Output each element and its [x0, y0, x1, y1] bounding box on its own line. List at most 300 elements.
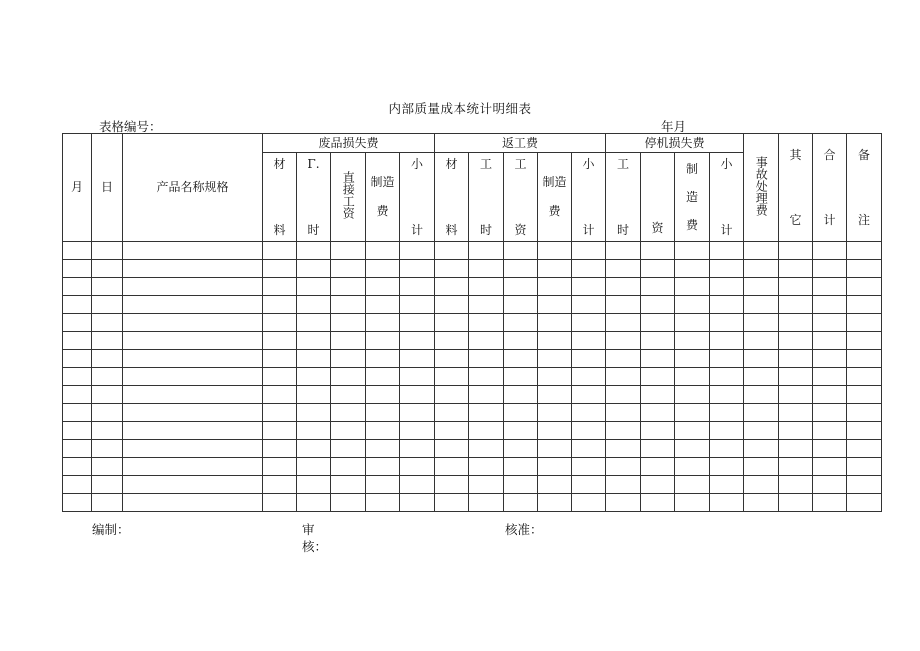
table-cell[interactable] — [710, 404, 744, 422]
table-cell[interactable] — [297, 422, 331, 440]
table-cell[interactable] — [92, 332, 123, 350]
table-cell[interactable] — [263, 440, 297, 458]
table-cell[interactable] — [469, 242, 504, 260]
table-cell[interactable] — [263, 296, 297, 314]
table-cell[interactable] — [744, 368, 779, 386]
table-cell[interactable] — [538, 422, 572, 440]
table-cell[interactable] — [469, 386, 504, 404]
table-cell[interactable] — [366, 242, 400, 260]
table-cell[interactable] — [263, 314, 297, 332]
table-cell[interactable] — [123, 494, 263, 512]
table-cell[interactable] — [504, 476, 538, 494]
table-cell[interactable] — [606, 404, 641, 422]
table-cell[interactable] — [847, 242, 882, 260]
table-cell[interactable] — [331, 296, 366, 314]
table-cell[interactable] — [538, 476, 572, 494]
table-cell[interactable] — [123, 296, 263, 314]
table-cell[interactable] — [297, 278, 331, 296]
table-cell[interactable] — [710, 278, 744, 296]
table-cell[interactable] — [366, 476, 400, 494]
table-cell[interactable] — [123, 332, 263, 350]
table-cell[interactable] — [504, 296, 538, 314]
table-cell[interactable] — [572, 278, 606, 296]
table-cell[interactable] — [435, 368, 469, 386]
table-cell[interactable] — [606, 422, 641, 440]
table-cell[interactable] — [504, 260, 538, 278]
table-cell[interactable] — [572, 332, 606, 350]
table-cell[interactable] — [504, 386, 538, 404]
table-cell[interactable] — [813, 458, 847, 476]
table-cell[interactable] — [538, 332, 572, 350]
table-cell[interactable] — [744, 278, 779, 296]
table-cell[interactable] — [400, 314, 435, 332]
table-cell[interactable] — [779, 476, 813, 494]
table-cell[interactable] — [92, 494, 123, 512]
table-cell[interactable] — [366, 296, 400, 314]
table-cell[interactable] — [641, 332, 675, 350]
table-cell[interactable] — [847, 404, 882, 422]
table-cell[interactable] — [366, 314, 400, 332]
table-cell[interactable] — [504, 422, 538, 440]
table-cell[interactable] — [813, 314, 847, 332]
table-cell[interactable] — [297, 314, 331, 332]
table-cell[interactable] — [710, 260, 744, 278]
table-cell[interactable] — [744, 404, 779, 422]
table-cell[interactable] — [572, 404, 606, 422]
table-cell[interactable] — [606, 458, 641, 476]
table-cell[interactable] — [123, 278, 263, 296]
table-cell[interactable] — [92, 422, 123, 440]
table-cell[interactable] — [331, 260, 366, 278]
table-cell[interactable] — [366, 368, 400, 386]
table-cell[interactable] — [400, 242, 435, 260]
table-cell[interactable] — [710, 476, 744, 494]
table-cell[interactable] — [63, 494, 92, 512]
table-cell[interactable] — [813, 350, 847, 368]
table-cell[interactable] — [744, 386, 779, 404]
table-cell[interactable] — [847, 278, 882, 296]
table-cell[interactable] — [263, 260, 297, 278]
table-cell[interactable] — [92, 458, 123, 476]
table-cell[interactable] — [469, 494, 504, 512]
table-cell[interactable] — [504, 404, 538, 422]
table-cell[interactable] — [263, 368, 297, 386]
table-cell[interactable] — [847, 314, 882, 332]
table-cell[interactable] — [63, 458, 92, 476]
table-cell[interactable] — [813, 404, 847, 422]
table-cell[interactable] — [710, 386, 744, 404]
table-cell[interactable] — [572, 494, 606, 512]
table-cell[interactable] — [331, 404, 366, 422]
table-cell[interactable] — [63, 260, 92, 278]
table-cell[interactable] — [538, 314, 572, 332]
table-cell[interactable] — [779, 458, 813, 476]
table-cell[interactable] — [606, 386, 641, 404]
table-cell[interactable] — [779, 296, 813, 314]
table-cell[interactable] — [675, 368, 710, 386]
table-cell[interactable] — [63, 314, 92, 332]
table-cell[interactable] — [641, 350, 675, 368]
table-cell[interactable] — [504, 458, 538, 476]
table-cell[interactable] — [813, 440, 847, 458]
table-cell[interactable] — [779, 494, 813, 512]
table-cell[interactable] — [331, 368, 366, 386]
table-cell[interactable] — [606, 296, 641, 314]
table-cell[interactable] — [92, 242, 123, 260]
table-cell[interactable] — [710, 494, 744, 512]
table-cell[interactable] — [400, 494, 435, 512]
table-cell[interactable] — [400, 386, 435, 404]
table-cell[interactable] — [400, 350, 435, 368]
table-cell[interactable] — [606, 494, 641, 512]
table-cell[interactable] — [297, 296, 331, 314]
table-cell[interactable] — [331, 440, 366, 458]
table-cell[interactable] — [813, 242, 847, 260]
table-cell[interactable] — [744, 476, 779, 494]
table-cell[interactable] — [123, 386, 263, 404]
table-cell[interactable] — [538, 440, 572, 458]
table-cell[interactable] — [538, 368, 572, 386]
table-cell[interactable] — [710, 242, 744, 260]
table-cell[interactable] — [63, 332, 92, 350]
table-cell[interactable] — [641, 260, 675, 278]
table-cell[interactable] — [263, 458, 297, 476]
table-cell[interactable] — [779, 404, 813, 422]
table-cell[interactable] — [538, 458, 572, 476]
table-cell[interactable] — [123, 440, 263, 458]
table-cell[interactable] — [641, 368, 675, 386]
table-cell[interactable] — [263, 422, 297, 440]
table-cell[interactable] — [400, 458, 435, 476]
table-cell[interactable] — [92, 260, 123, 278]
table-cell[interactable] — [813, 332, 847, 350]
table-cell[interactable] — [297, 242, 331, 260]
table-cell[interactable] — [92, 296, 123, 314]
table-cell[interactable] — [847, 350, 882, 368]
table-cell[interactable] — [641, 440, 675, 458]
table-cell[interactable] — [504, 368, 538, 386]
table-cell[interactable] — [123, 314, 263, 332]
table-cell[interactable] — [331, 278, 366, 296]
table-cell[interactable] — [847, 440, 882, 458]
table-cell[interactable] — [813, 422, 847, 440]
table-cell[interactable] — [263, 332, 297, 350]
table-cell[interactable] — [538, 404, 572, 422]
table-cell[interactable] — [744, 458, 779, 476]
table-cell[interactable] — [297, 476, 331, 494]
table-cell[interactable] — [641, 422, 675, 440]
table-cell[interactable] — [123, 422, 263, 440]
table-cell[interactable] — [641, 476, 675, 494]
table-cell[interactable] — [779, 368, 813, 386]
table-cell[interactable] — [435, 476, 469, 494]
table-cell[interactable] — [263, 350, 297, 368]
table-cell[interactable] — [675, 350, 710, 368]
table-cell[interactable] — [63, 296, 92, 314]
table-cell[interactable] — [92, 350, 123, 368]
table-cell[interactable] — [847, 476, 882, 494]
table-cell[interactable] — [675, 458, 710, 476]
table-cell[interactable] — [123, 368, 263, 386]
table-cell[interactable] — [710, 332, 744, 350]
table-cell[interactable] — [92, 278, 123, 296]
table-cell[interactable] — [435, 422, 469, 440]
table-cell[interactable] — [297, 440, 331, 458]
table-cell[interactable] — [641, 404, 675, 422]
table-cell[interactable] — [400, 278, 435, 296]
table-cell[interactable] — [469, 476, 504, 494]
table-cell[interactable] — [572, 422, 606, 440]
table-cell[interactable] — [675, 476, 710, 494]
table-cell[interactable] — [435, 440, 469, 458]
table-cell[interactable] — [538, 260, 572, 278]
table-cell[interactable] — [847, 368, 882, 386]
table-cell[interactable] — [813, 476, 847, 494]
table-cell[interactable] — [92, 404, 123, 422]
table-cell[interactable] — [435, 260, 469, 278]
table-cell[interactable] — [63, 422, 92, 440]
table-cell[interactable] — [675, 260, 710, 278]
table-cell[interactable] — [331, 314, 366, 332]
table-cell[interactable] — [779, 440, 813, 458]
table-cell[interactable] — [469, 440, 504, 458]
table-cell[interactable] — [572, 386, 606, 404]
table-cell[interactable] — [400, 404, 435, 422]
table-cell[interactable] — [744, 350, 779, 368]
table-cell[interactable] — [63, 386, 92, 404]
table-cell[interactable] — [572, 440, 606, 458]
table-cell[interactable] — [63, 350, 92, 368]
table-cell[interactable] — [710, 422, 744, 440]
table-cell[interactable] — [63, 278, 92, 296]
table-cell[interactable] — [92, 440, 123, 458]
table-cell[interactable] — [710, 440, 744, 458]
table-cell[interactable] — [710, 368, 744, 386]
table-cell[interactable] — [331, 350, 366, 368]
table-cell[interactable] — [435, 494, 469, 512]
table-cell[interactable] — [572, 350, 606, 368]
table-cell[interactable] — [606, 476, 641, 494]
table-cell[interactable] — [710, 296, 744, 314]
table-cell[interactable] — [297, 368, 331, 386]
table-cell[interactable] — [779, 422, 813, 440]
table-cell[interactable] — [744, 440, 779, 458]
table-cell[interactable] — [744, 422, 779, 440]
table-cell[interactable] — [435, 242, 469, 260]
table-cell[interactable] — [504, 440, 538, 458]
table-cell[interactable] — [123, 476, 263, 494]
table-cell[interactable] — [435, 458, 469, 476]
table-cell[interactable] — [813, 296, 847, 314]
table-cell[interactable] — [123, 242, 263, 260]
table-cell[interactable] — [813, 494, 847, 512]
table-cell[interactable] — [572, 242, 606, 260]
table-cell[interactable] — [297, 494, 331, 512]
table-cell[interactable] — [847, 332, 882, 350]
table-cell[interactable] — [400, 260, 435, 278]
table-cell[interactable] — [538, 296, 572, 314]
table-cell[interactable] — [675, 440, 710, 458]
table-cell[interactable] — [504, 314, 538, 332]
table-cell[interactable] — [606, 440, 641, 458]
table-cell[interactable] — [813, 260, 847, 278]
table-cell[interactable] — [63, 368, 92, 386]
table-cell[interactable] — [744, 494, 779, 512]
table-cell[interactable] — [641, 242, 675, 260]
table-cell[interactable] — [675, 296, 710, 314]
table-cell[interactable] — [538, 350, 572, 368]
table-cell[interactable] — [675, 404, 710, 422]
table-cell[interactable] — [744, 242, 779, 260]
table-cell[interactable] — [641, 278, 675, 296]
table-cell[interactable] — [469, 332, 504, 350]
table-cell[interactable] — [641, 296, 675, 314]
table-cell[interactable] — [504, 350, 538, 368]
table-cell[interactable] — [744, 296, 779, 314]
table-cell[interactable] — [469, 422, 504, 440]
table-cell[interactable] — [779, 314, 813, 332]
table-cell[interactable] — [606, 260, 641, 278]
table-cell[interactable] — [538, 278, 572, 296]
table-cell[interactable] — [572, 314, 606, 332]
table-cell[interactable] — [297, 404, 331, 422]
table-cell[interactable] — [469, 314, 504, 332]
table-cell[interactable] — [263, 494, 297, 512]
table-cell[interactable] — [606, 314, 641, 332]
table-cell[interactable] — [435, 278, 469, 296]
table-cell[interactable] — [538, 242, 572, 260]
table-cell[interactable] — [813, 386, 847, 404]
table-cell[interactable] — [572, 458, 606, 476]
table-cell[interactable] — [504, 332, 538, 350]
table-cell[interactable] — [400, 368, 435, 386]
table-cell[interactable] — [469, 404, 504, 422]
table-cell[interactable] — [744, 260, 779, 278]
table-cell[interactable] — [813, 278, 847, 296]
table-cell[interactable] — [331, 476, 366, 494]
table-cell[interactable] — [847, 386, 882, 404]
table-cell[interactable] — [297, 386, 331, 404]
table-cell[interactable] — [297, 260, 331, 278]
table-cell[interactable] — [572, 260, 606, 278]
table-cell[interactable] — [366, 422, 400, 440]
table-cell[interactable] — [123, 458, 263, 476]
table-cell[interactable] — [675, 242, 710, 260]
table-cell[interactable] — [400, 332, 435, 350]
table-cell[interactable] — [504, 242, 538, 260]
table-cell[interactable] — [366, 440, 400, 458]
table-cell[interactable] — [400, 440, 435, 458]
table-cell[interactable] — [710, 350, 744, 368]
table-cell[interactable] — [469, 260, 504, 278]
table-cell[interactable] — [331, 332, 366, 350]
table-cell[interactable] — [331, 458, 366, 476]
table-cell[interactable] — [469, 458, 504, 476]
table-cell[interactable] — [572, 368, 606, 386]
table-cell[interactable] — [263, 476, 297, 494]
table-cell[interactable] — [366, 260, 400, 278]
table-cell[interactable] — [675, 332, 710, 350]
table-cell[interactable] — [435, 314, 469, 332]
table-cell[interactable] — [641, 314, 675, 332]
table-cell[interactable] — [63, 440, 92, 458]
table-cell[interactable] — [469, 350, 504, 368]
table-cell[interactable] — [366, 494, 400, 512]
table-cell[interactable] — [538, 494, 572, 512]
table-cell[interactable] — [435, 296, 469, 314]
table-cell[interactable] — [400, 422, 435, 440]
table-cell[interactable] — [435, 386, 469, 404]
table-cell[interactable] — [469, 368, 504, 386]
table-cell[interactable] — [469, 296, 504, 314]
table-cell[interactable] — [847, 494, 882, 512]
table-cell[interactable] — [572, 476, 606, 494]
table-cell[interactable] — [504, 494, 538, 512]
table-cell[interactable] — [297, 350, 331, 368]
table-cell[interactable] — [435, 332, 469, 350]
table-cell[interactable] — [92, 476, 123, 494]
table-cell[interactable] — [606, 368, 641, 386]
table-cell[interactable] — [123, 404, 263, 422]
table-cell[interactable] — [297, 332, 331, 350]
table-cell[interactable] — [400, 476, 435, 494]
table-cell[interactable] — [366, 350, 400, 368]
table-cell[interactable] — [63, 242, 92, 260]
table-cell[interactable] — [606, 278, 641, 296]
table-cell[interactable] — [779, 278, 813, 296]
table-cell[interactable] — [847, 296, 882, 314]
table-cell[interactable] — [675, 314, 710, 332]
table-cell[interactable] — [744, 314, 779, 332]
table-cell[interactable] — [366, 458, 400, 476]
table-cell[interactable] — [779, 350, 813, 368]
table-cell[interactable] — [675, 494, 710, 512]
table-cell[interactable] — [331, 494, 366, 512]
table-cell[interactable] — [641, 386, 675, 404]
table-cell[interactable] — [63, 476, 92, 494]
table-cell[interactable] — [606, 350, 641, 368]
table-cell[interactable] — [400, 296, 435, 314]
table-cell[interactable] — [123, 350, 263, 368]
table-cell[interactable] — [675, 422, 710, 440]
table-cell[interactable] — [572, 296, 606, 314]
table-cell[interactable] — [263, 242, 297, 260]
table-cell[interactable] — [263, 404, 297, 422]
table-cell[interactable] — [641, 458, 675, 476]
table-cell[interactable] — [366, 386, 400, 404]
table-cell[interactable] — [435, 350, 469, 368]
table-cell[interactable] — [92, 386, 123, 404]
table-cell[interactable] — [744, 332, 779, 350]
table-cell[interactable] — [847, 422, 882, 440]
table-cell[interactable] — [366, 278, 400, 296]
table-cell[interactable] — [331, 386, 366, 404]
table-cell[interactable] — [813, 368, 847, 386]
table-cell[interactable] — [779, 260, 813, 278]
table-cell[interactable] — [779, 242, 813, 260]
table-cell[interactable] — [297, 458, 331, 476]
table-cell[interactable] — [847, 260, 882, 278]
table-cell[interactable] — [366, 332, 400, 350]
table-cell[interactable] — [675, 386, 710, 404]
table-cell[interactable] — [779, 386, 813, 404]
table-cell[interactable] — [263, 386, 297, 404]
table-cell[interactable] — [606, 242, 641, 260]
table-cell[interactable] — [123, 260, 263, 278]
table-cell[interactable] — [331, 422, 366, 440]
table-cell[interactable] — [63, 404, 92, 422]
table-cell[interactable] — [675, 278, 710, 296]
